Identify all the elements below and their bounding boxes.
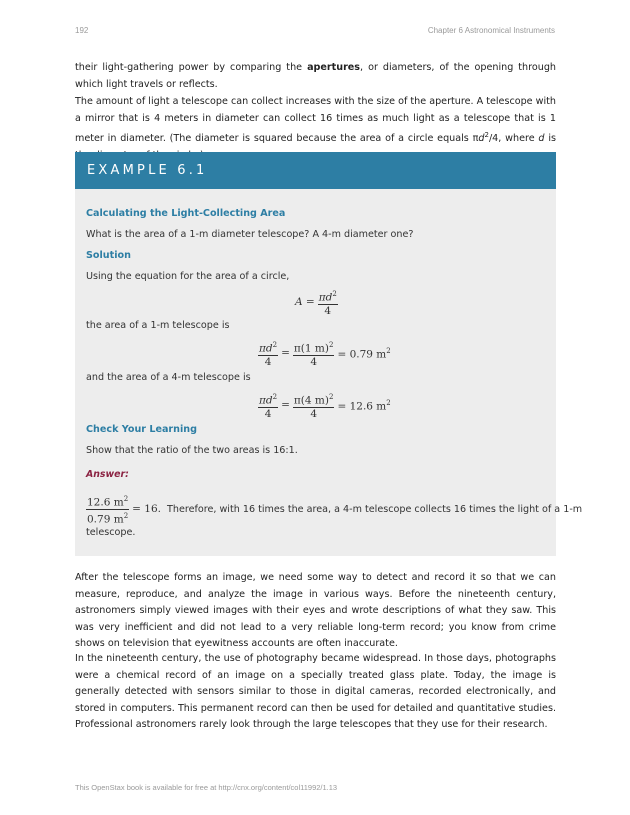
answer-text: Therefore, with 16 times the area, a 4-m telescope collects 16 times the light of a 1-m [167, 503, 583, 515]
using-equation-line: Using the equation for the area of a circle, [86, 271, 290, 282]
aperture-paragraph: The amount of light a telescope can collect increases with the size of the aperture. A telescope with a mirror that is 4 meters in diameter can collect 16 times as much light as a telescope that is 1 meter in diameter. (The diameter is squared because the area of a circle equals $\pi d^2/4$, where d is [75, 96, 556, 145]
answer-text-cont: telescope. [86, 527, 136, 538]
photography-paragraph: In the nineteenth century, the use of photography became widespread. In those days, photographs were a chemical record of an image on a specially treated glass plate. Today, the image is generally detected with sensors similar to those in digital cameras, recorded electronically, and stored in computers. This permanent record can then be used for detailed and quantitative studies. Professional astronomers rarely look through the large telescopes that they use for their research. [75, 653, 556, 730]
answer-equation: $\frac{12.6 m^2}{0.79 m^2}$ = 16. Therefore, with 16 times the area, a 4-m telescope collects 16 times the light of a 1-m [87, 495, 583, 525]
area-1m-line: the area of a 1-m telescope is [86, 320, 230, 331]
equation-area-1m: $\frac{\pi d^2}{4}$ = $\frac{\pi(1 m)^2}{4}$ = 0.79 $m^2$ [259, 341, 391, 368]
solution-label: Solution [86, 250, 131, 261]
equation-area-circle: A = $\frac{\pi d^2}{4}$ [295, 290, 337, 317]
area-4m-line: and the area of a 4-m telescope is [86, 372, 251, 383]
footer-text: This OpenStax book is available for free at http://cnx.org/content/col11992/1.13 [75, 783, 338, 792]
example-header [75, 152, 556, 189]
page-number: 192 [75, 26, 89, 35]
example-question: What is the area of a 1-m diameter telescope? A 4-m diameter one? [86, 229, 414, 240]
example-title: EXAMPLE 6.1 [87, 163, 208, 178]
chapter-title: Chapter 6 Astronomical Instruments [427, 26, 555, 35]
check-learning-label: Check Your Learning [86, 424, 197, 435]
equation-area-4m: $\frac{\pi d^2}{4}$ = $\frac{\pi(4 m)^2}{4}$ = 12.6 $m^2$ [259, 393, 391, 420]
detect-paragraph: After the telescope forms an image, we need some way to detect and record it so that we can measure, reproduce, and analyze the image in various ways. Before the nineteenth century, astronomers simply viewed images with their eyes and wrote descriptions of what they saw. This was very inefficient and did not lead to a very reliable long-term record; you know from crime shows on television that eyewitness accounts are often inaccurate. [75, 572, 556, 649]
intro-paragraph: their light-gathering power by comparing the apertures, or diameters, of the opening through which light travels or reflects. [75, 62, 556, 90]
answer-label: Answer: [86, 469, 129, 480]
apertures-term: apertures [307, 62, 361, 73]
example-box [75, 152, 583, 556]
check-learning-text: Show that the ratio of the two areas is 16:1. [86, 445, 298, 456]
example-subtitle: Calculating the Light-Collecting Area [86, 208, 286, 219]
